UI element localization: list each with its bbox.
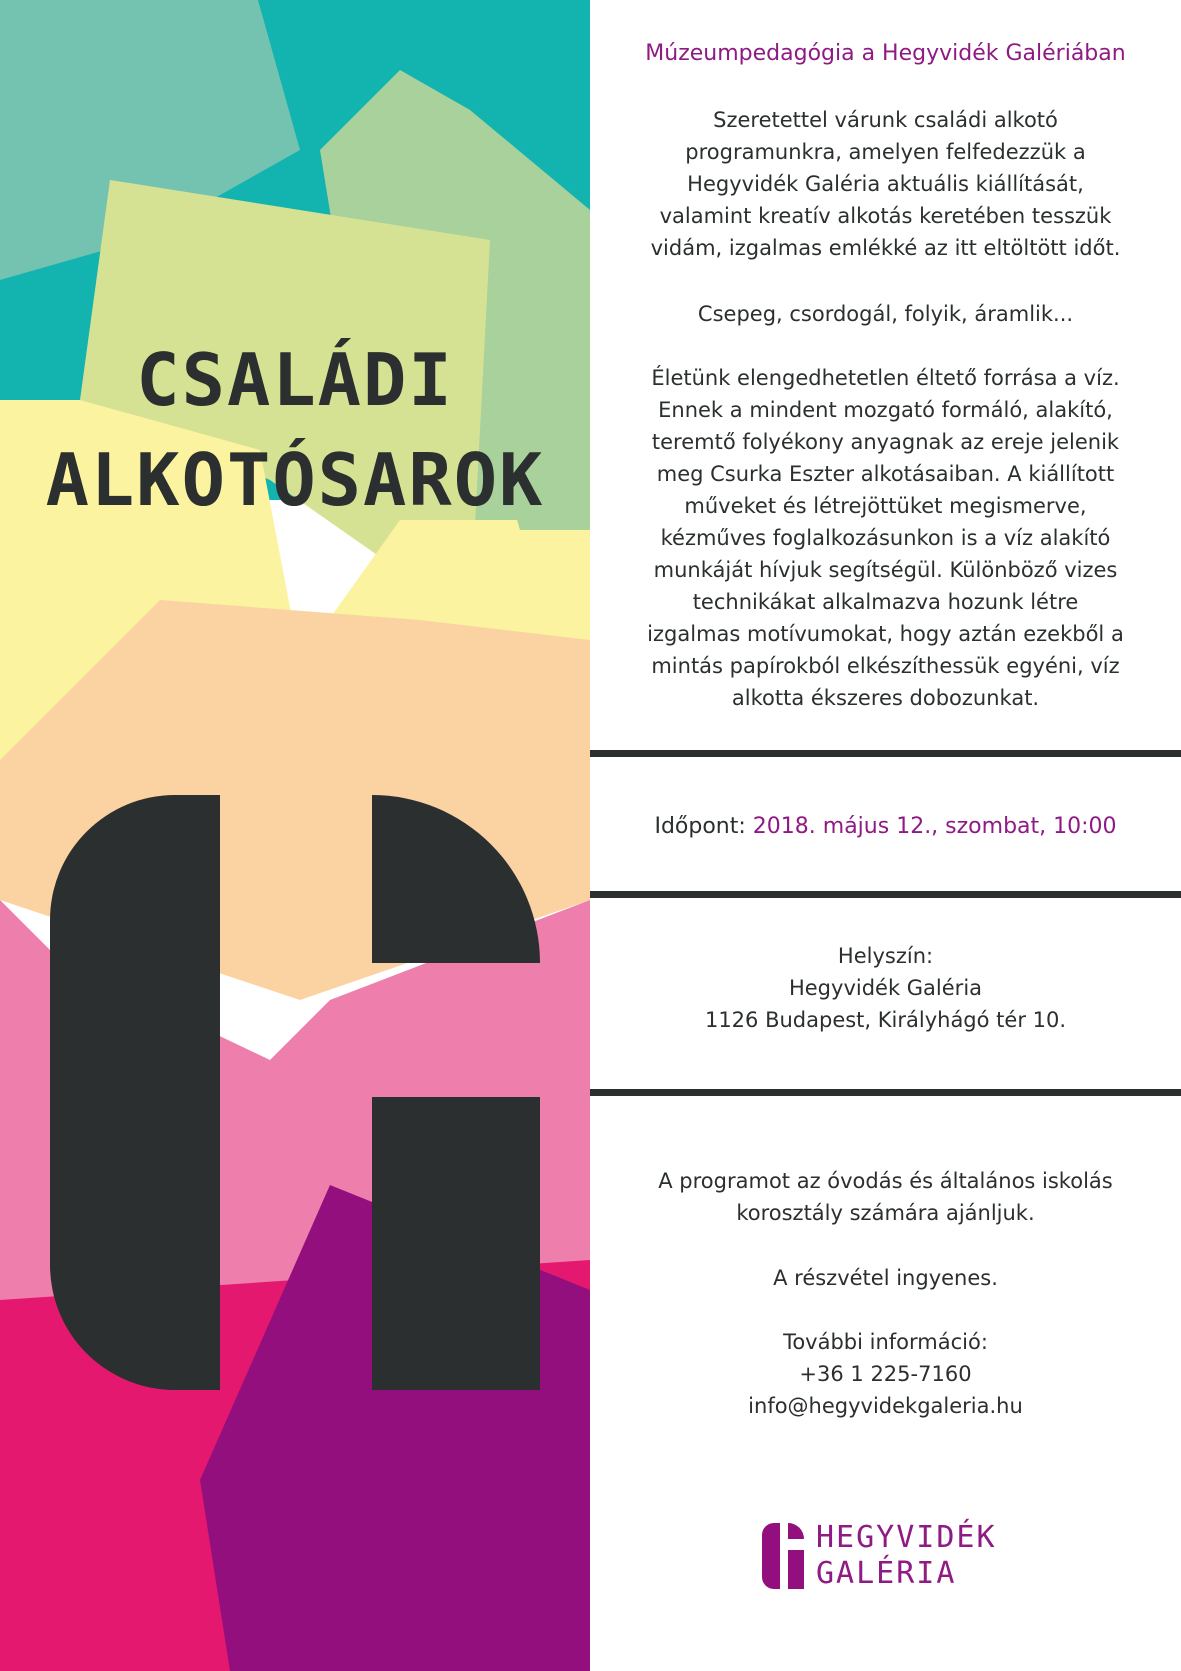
g-letter-right-bottom [372, 1097, 540, 1390]
schedule-value: 2018. május 12., szombat, 10:00 [752, 814, 1117, 839]
logo-right-top [788, 1523, 804, 1539]
contact-email[interactable]: info@hegyvidekgaleria.hu [748, 1394, 1023, 1418]
content-panel [590, 0, 1181, 1671]
intro-line: vidám, izgalmas emlékké az itt eltöltött időt. [650, 236, 1121, 260]
intro-line: Szeretettel várunk családi alkotó [713, 108, 1058, 132]
logo-right-bottom [788, 1550, 804, 1589]
gallery-logo-text [816, 1520, 997, 1592]
logo-left [762, 1523, 780, 1589]
divider [590, 1089, 1181, 1096]
description-line: Ennek a mindent mozgató formáló, alakító, [658, 398, 1113, 422]
divider [590, 750, 1181, 757]
contact-label: További információ: [783, 1330, 988, 1354]
logo-line-2: GALÉRIA [816, 1556, 957, 1591]
audience-line: A programot az óvodás és általános iskolás [658, 1169, 1113, 1193]
intro-paragraph [590, 104, 1181, 264]
description-line: teremtő folyékony anyagnak az ereje jelenik [651, 430, 1120, 454]
title-line-1: CSALÁDI [136, 338, 454, 422]
description-line: technikákat alkalmazva hozunk létre [692, 590, 1079, 614]
location [590, 940, 1181, 1036]
description-line: izgalmas motívumokat, hogy aztán ezekből a [647, 622, 1124, 646]
title-line-2: ALKOTÓSAROK [45, 438, 545, 522]
description-line: mintás papírokból elkészíthessük egyéni, víz [651, 654, 1120, 678]
gallery-logo-icon [760, 1520, 810, 1592]
description-line: munkáját hívjuk segítségül. Különböző vizes [653, 558, 1118, 582]
intro-line: Hegyvidék Galéria aktuális kiállítását, [687, 172, 1084, 196]
subtitle: Múzeumpedagógia a Hegyvidék Galériában [645, 41, 1126, 66]
description-line: alkotta ékszeres dobozunkat. [731, 686, 1040, 710]
gallery-logo [760, 1520, 1030, 1592]
artwork-panel [0, 0, 590, 1671]
intro-line: valamint kreatív alkotás keretében tesszük [659, 204, 1112, 228]
schedule [590, 811, 1181, 843]
location-label: Helyszín: [837, 944, 934, 968]
g-letter-left [50, 795, 220, 1390]
audience-line: korosztály számára ajánljuk. [736, 1201, 1035, 1225]
divider [590, 891, 1181, 898]
theme-line: Csepeg, csordogál, folyik, áramlik... [697, 302, 1074, 326]
description-line: kézműves foglalkozásunkon is a víz alakító [660, 526, 1111, 550]
abstract-shapes [0, 0, 590, 1671]
intro-line: programunkra, amelyen felfedezzük a [685, 140, 1086, 164]
description-line: meg Csurka Eszter alkotásaiban. A kiállított [656, 462, 1115, 486]
audience [590, 1165, 1181, 1229]
description-line: Életünk elengedhetetlen éltető forrása a víz. [651, 366, 1120, 390]
contact [590, 1326, 1181, 1422]
location-venue: Hegyvidék Galéria [788, 976, 983, 1000]
description-paragraph [590, 362, 1181, 714]
stencil-title [0, 330, 590, 530]
contact-phone[interactable]: +36 1 225-7160 [799, 1362, 972, 1386]
fee-note: A részvétel ingyenes. [773, 1266, 998, 1290]
location-address: 1126 Budapest, Királyhágó tér 10. [704, 1008, 1067, 1032]
logo-line-1: HEGYVIDÉK [816, 1520, 997, 1555]
schedule-label: Időpont: [654, 814, 746, 839]
description-line: műveket és létrejöttüket megismerve, [684, 494, 1087, 518]
